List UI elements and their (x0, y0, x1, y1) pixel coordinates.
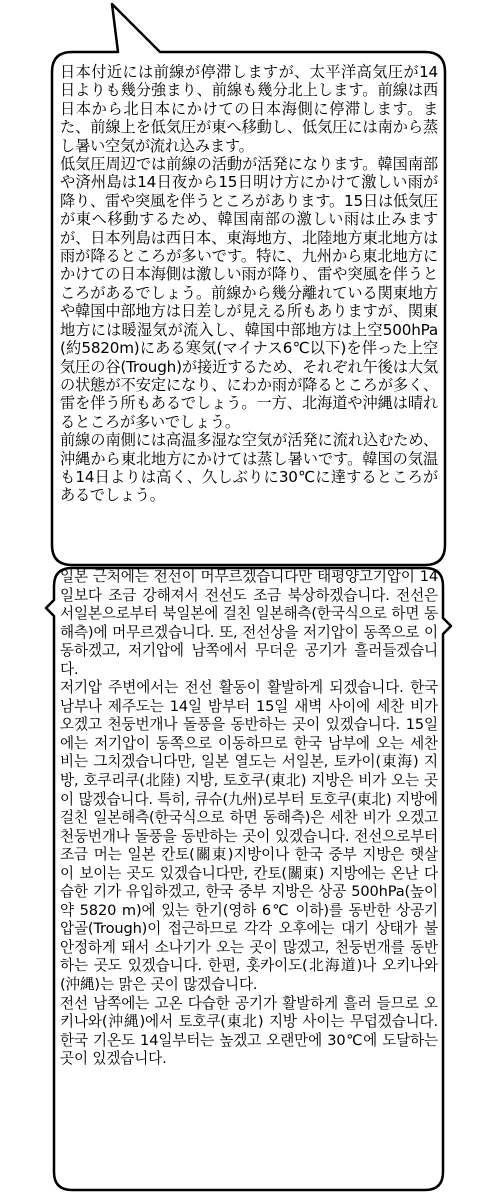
korean-paragraph-1: 일본 근처에는 전선이 머무르겠습니다만 태평양고기압이 14일보다 조금 강해져서 전선도 조금 북상하겠습니다. 전선은 서일본으로부터 북일본에 걸친 일본해측(한국식으로 하면 동해측)에 머무르겠습니다. 또, 전선상을 저기압이 동쪽으로 이동하겠고, 저기압에 남쪽에서 무더운 공기가 흘러들겠습니다. (60, 568, 438, 678)
korean-paragraph-2: 저기압 주변에서는 전선 활동이 활발하게 되겠습니다. 한국 남부나 제주도는 14일 밤부터 15일 새벽 사이에 세찬 비가 오겠고 천둥번개나 돌풍을 동반하는 곳이 있겠습니다. 15일에는 저기압이 동쪽으로 이동하므로 한국 남부에 오는 세찬 비는 그치겠습니다만, 일본 열도는 서일본, 토카이(東海) 지방, 호쿠리쿠(北陸) 지방, 토호쿠(東北) 지방은 비가 오는 곳이 많겠습니다. 특히, 큐슈(九州)로부터 토호쿠(東北) 지방에 걸친 일본해측(한국식으로 하면 동해측)은 세찬 비가 오겠고 천둥번개나 돌풍을 동반하는 곳이 있겠습니다. 전선으로부터 조금 머는 일본 칸토(關東)지방이나 한국 중부 지방은 햇살이 보이는 곳도 있겠습니다만, 칸토(關東) 지방에는 온난 다습한 기가 유입하겠고, 한국 중부 지방은 상공 500hPa(높이 약 5820 m)에 있는 한기(영하 6℃ 이하)를 동반한 상공기압골(Trough)이 접근하므로 각각 오후에는 대기 상태가 불안정하게 돼서 소나기가 오는 곳이 많겠고, 천둥번개를 동반하는 곳도 있겠습니다. 한편, 홋카이도(北海道)나 오키나와(沖縄)는 맑은 곳이 많겠습니다. (60, 679, 438, 994)
japanese-paragraph-1: 日本付近には前線が停滞しますが、太平洋高気圧が14日よりも幾分強まり、前線も幾分北上します。前線は西日本から北日本にかけての日本海側に停滞します。また、前線上を低気圧が東へ移動し、低気圧には南から蒸し暑い空気が流れ込みます。 (60, 63, 438, 155)
korean-paragraph-3: 전선 남쪽에는 고온 다습한 공기가 활발하게 흘러 들므로 오키나와(沖縄)에서 토호쿠(東北) 지방 사이는 무덥겠습니다. 한국 기온도 14일부터는 높겠고 오랜만에 30℃에 도달하는 곳이 있겠습니다. (60, 994, 438, 1068)
japanese-forecast-text (60, 63, 438, 505)
japanese-paragraph-2: 低気圧周辺では前線の活動が活発になります。韓国南部や済州島は14日夜から15日明け方にかけて激しい雨が降り、雷や突風を伴うところがあります。15日は低気圧が東へ移動するため、韓国南部の激しい雨は止みますが、日本列島は西日本、東海地方、北陸地方東北地方は雨が降るところが多いです。特に、九州から東北地方にかけての日本海側は激しい雨が降り、雷や突風を伴うところがあるでしょう。前線から幾分離れている関東地方や韓国中部地方は日差しが見える所もありますが、関東地方には暖湿気が流入し、韓国中部地方は上空500hPa(約5820m)にある寒気(マイナス6℃以下)を伴った上空気圧の谷(Trough)が接近するため、それぞれ午後は大気の状態が不安定になり、にわか雨が降るところが多く、雷を伴う所もあるでしょう。一方、北海道や沖縄は晴れるところが多いでしょう。 (60, 155, 438, 431)
korean-forecast-text (60, 568, 438, 1069)
japanese-paragraph-3: 前線の南側には高温多湿な空気が活発に流れ込むため、沖縄から東北地方にかけては蒸し暑いです。韓国の気温も14日よりは高く、久しぶりに30℃に達するところがあるでしょう。 (60, 431, 438, 505)
